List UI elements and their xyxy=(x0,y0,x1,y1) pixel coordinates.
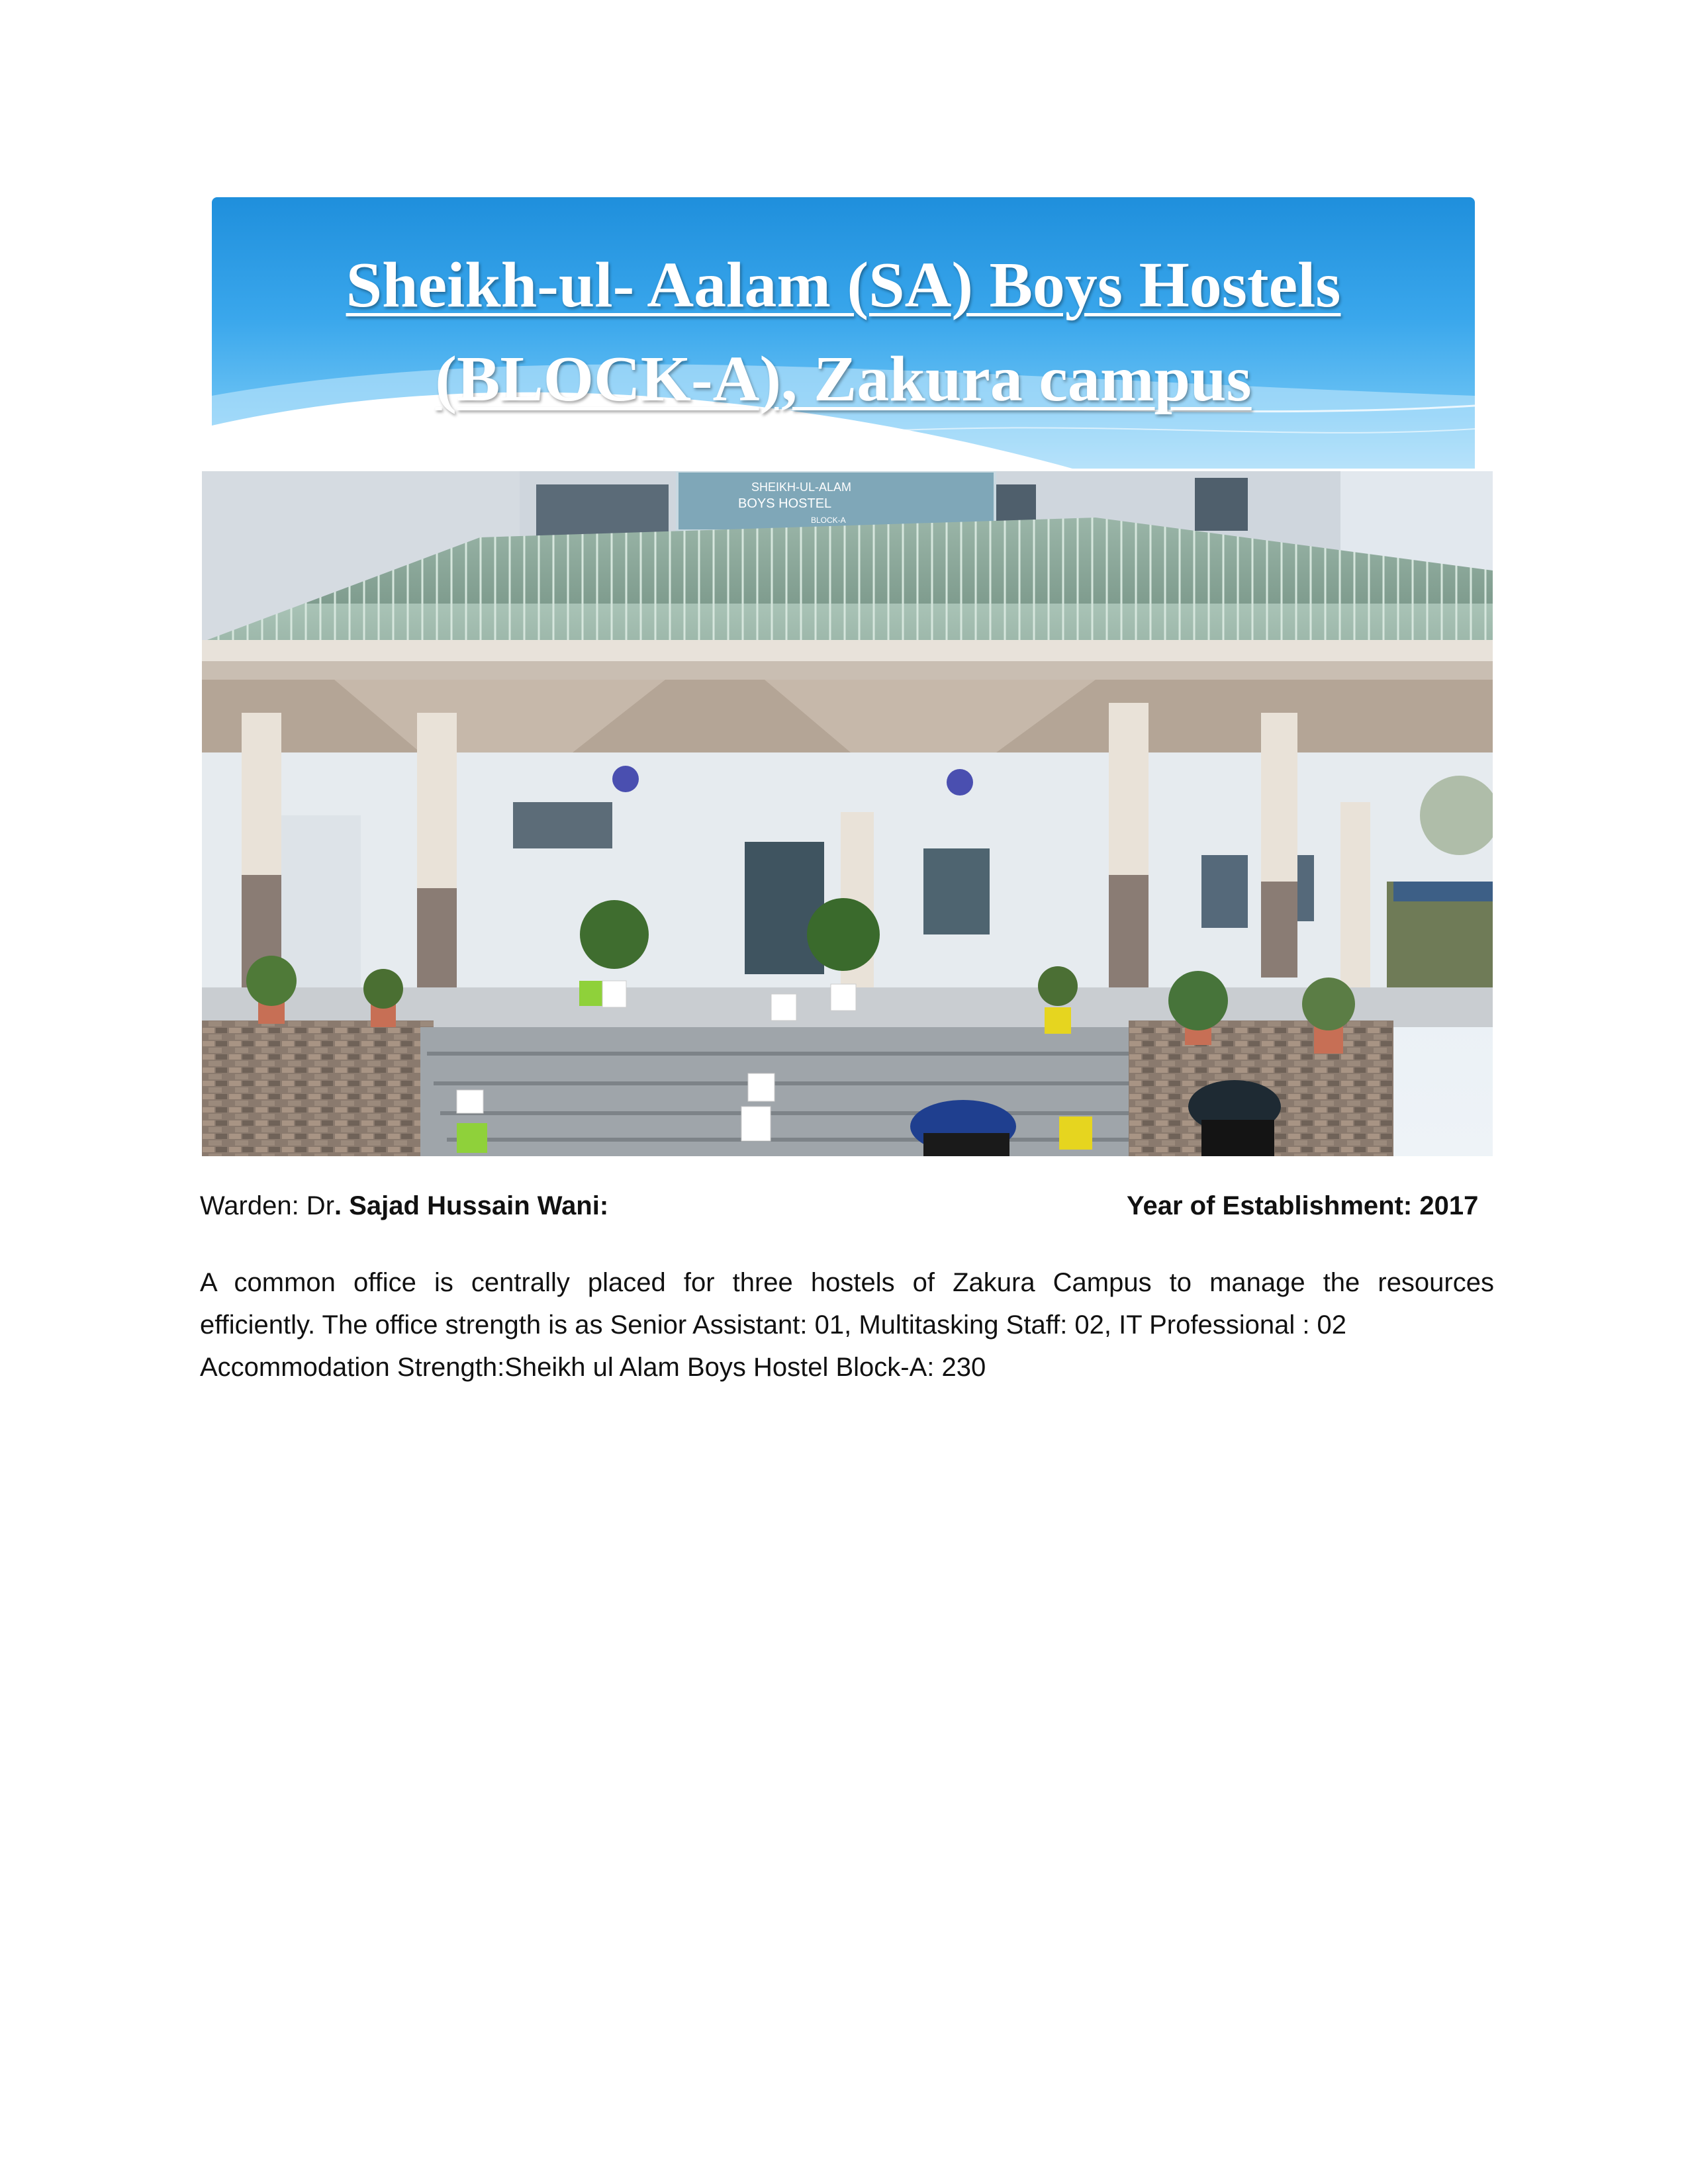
description-line-3: Accommodation Strength:Sheikh ul Alam Boys Hostel Block-A: 230 xyxy=(200,1353,986,1382)
banner-title-line-1: Sheikh-ul- Aalam (SA) Boys Hostels xyxy=(346,250,1341,321)
sign-text-3: BLOCK-A xyxy=(811,516,846,525)
banner-title-line-2: (BLOCK-A), Zakura campus xyxy=(435,343,1252,415)
hostel-banner xyxy=(212,197,1475,469)
warden-label: Warden: Dr xyxy=(200,1191,335,1220)
banner-title xyxy=(212,238,1475,426)
sign-text-1: SHEIKH-UL-ALAM xyxy=(751,480,852,494)
warden-name: . Sajad Hussain Wani: xyxy=(334,1191,609,1220)
description-line-1: A common office is centrally placed for three hostels of Zakura Campus to manage the resources xyxy=(200,1268,1494,1297)
office-description xyxy=(200,1261,1494,1388)
hostel-building-photo xyxy=(202,471,1493,1156)
sign-text-2: BOYS HOSTEL xyxy=(738,496,832,511)
year-of-establishment: Year of Establishment: 2017 xyxy=(1127,1191,1479,1220)
warden-info xyxy=(200,1191,608,1221)
description-line-2: efficiently. The office strength is as Senior Assistant: 01, Multitasking Staff: 02, IT Professional : 02 xyxy=(200,1310,1347,1340)
